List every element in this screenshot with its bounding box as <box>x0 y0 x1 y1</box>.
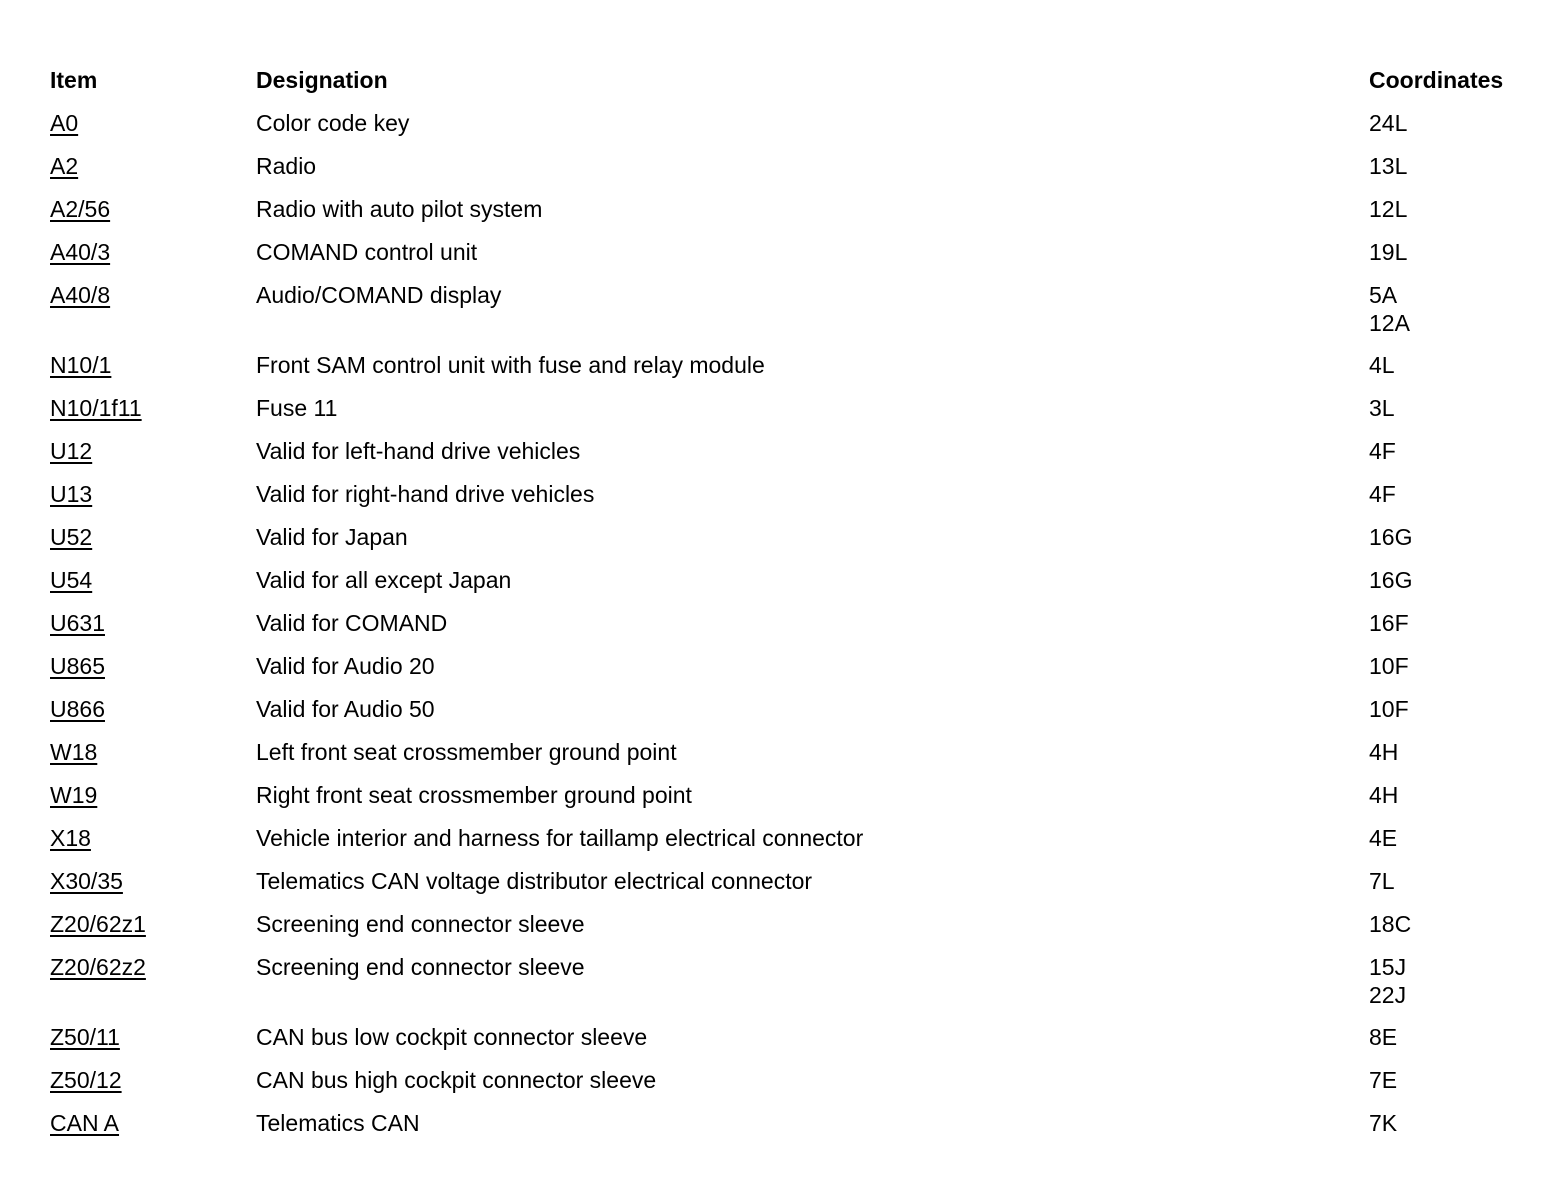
coordinates-cell <box>1369 1066 1540 1094</box>
coordinate-value: 4F <box>1369 438 1396 464</box>
item-cell <box>50 238 256 266</box>
table-row <box>50 1066 1540 1109</box>
item-link[interactable]: A2/56 <box>50 196 111 222</box>
item-cell <box>50 437 256 465</box>
coordinates-cell <box>1369 195 1540 223</box>
designation-cell: Screening end connector sleeve <box>256 911 585 937</box>
item-cell <box>50 1066 256 1094</box>
designation-cell: Audio/COMAND display <box>256 282 502 308</box>
coordinates-cell <box>1369 824 1540 852</box>
designation-cell: Valid for COMAND <box>256 610 448 636</box>
item-cell <box>50 867 256 895</box>
table-row <box>50 738 1540 781</box>
item-link[interactable]: U13 <box>50 481 93 507</box>
coordinate-value: 16G <box>1369 567 1413 593</box>
designation-cell: Screening end connector sleeve <box>256 954 585 980</box>
designation-cell: Valid for Japan <box>256 524 408 550</box>
table-row <box>50 566 1540 609</box>
coordinates-cell <box>1369 480 1540 508</box>
designation-cell: Valid for Audio 50 <box>256 696 435 722</box>
coordinates-cell <box>1369 152 1540 180</box>
coordinates-cell <box>1369 1023 1540 1051</box>
table-row <box>50 109 1540 152</box>
designation-cell: Front SAM control unit with fuse and relay module <box>256 352 765 378</box>
coordinates-cell <box>1369 523 1540 551</box>
item-link[interactable]: X18 <box>50 825 91 851</box>
coordinate-value: 4H <box>1369 782 1399 808</box>
coordinate-value: 5A <box>1369 282 1398 308</box>
coordinates-cell <box>1369 109 1540 137</box>
item-link[interactable]: U54 <box>50 567 93 593</box>
table-row <box>50 910 1540 953</box>
designation-cell: CAN bus low cockpit connector sleeve <box>256 1024 648 1050</box>
designation-cell: Vehicle interior and harness for taillamp electrical connector <box>256 825 864 851</box>
item-link[interactable]: U52 <box>50 524 93 550</box>
item-cell <box>50 824 256 852</box>
coordinate-value: 4F <box>1369 481 1396 507</box>
coordinate-value: 10F <box>1369 653 1409 679</box>
designation-cell: Left front seat crossmember ground point <box>256 739 677 765</box>
item-link[interactable]: W18 <box>50 739 98 765</box>
table-header-row <box>50 66 1540 109</box>
table-row <box>50 394 1540 437</box>
coordinates-cell <box>1369 437 1540 465</box>
coordinate-value: 13L <box>1369 153 1408 179</box>
item-link[interactable]: N10/1 <box>50 352 112 378</box>
designation-column-header: Designation <box>256 67 388 93</box>
coordinates-cell <box>1369 351 1540 379</box>
coordinate-value: 10F <box>1369 696 1409 722</box>
item-cell <box>50 351 256 379</box>
table-row <box>50 152 1540 195</box>
coordinate-value: 8E <box>1369 1024 1398 1050</box>
designation-cell: COMAND control unit <box>256 239 478 265</box>
coordinate-value: 24L <box>1369 110 1408 136</box>
coordinate-value: 7E <box>1369 1067 1398 1093</box>
table-row <box>50 351 1540 394</box>
coordinate-value: 16G <box>1369 524 1413 550</box>
table-row <box>50 652 1540 695</box>
coordinates-cell <box>1369 238 1540 266</box>
table-row <box>50 480 1540 523</box>
table-row <box>50 867 1540 910</box>
table-row <box>50 281 1540 351</box>
item-cell <box>50 910 256 938</box>
designation-cell: CAN bus high cockpit connector sleeve <box>256 1067 657 1093</box>
table-row <box>50 695 1540 738</box>
coordinate-value: 22J <box>1369 982 1407 1008</box>
item-link[interactable]: U865 <box>50 653 105 679</box>
item-cell <box>50 953 256 981</box>
item-cell <box>50 394 256 422</box>
item-cell <box>50 281 256 309</box>
item-link[interactable]: Z20/62z2 <box>50 954 146 980</box>
coordinates-cell <box>1369 738 1540 766</box>
item-link[interactable]: A40/3 <box>50 239 111 265</box>
item-cell <box>50 609 256 637</box>
coordinate-value: 4H <box>1369 739 1399 765</box>
item-link[interactable]: A0 <box>50 110 79 136</box>
designation-cell: Telematics CAN <box>256 1110 420 1136</box>
coordinate-value: 18C <box>1369 911 1412 937</box>
item-link[interactable]: CAN A <box>50 1110 120 1136</box>
table-row <box>50 1023 1540 1066</box>
coordinates-cell <box>1369 695 1540 723</box>
item-cell <box>50 781 256 809</box>
designation-cell: Color code key <box>256 110 410 136</box>
designation-cell: Radio with auto pilot system <box>256 196 543 222</box>
table-row <box>50 523 1540 566</box>
designation-cell: Fuse 11 <box>256 395 338 421</box>
item-cell <box>50 195 256 223</box>
item-cell <box>50 695 256 723</box>
item-cell <box>50 1023 256 1051</box>
table-row <box>50 781 1540 824</box>
coordinate-value: 4E <box>1369 825 1398 851</box>
item-cell <box>50 109 256 137</box>
item-link[interactable]: Z50/12 <box>50 1067 122 1093</box>
designation-cell: Radio <box>256 153 317 179</box>
coordinates-cell <box>1369 1109 1540 1137</box>
item-link[interactable]: U631 <box>50 610 105 636</box>
coordinates-cell <box>1369 281 1540 337</box>
table-row <box>50 1109 1540 1152</box>
coordinate-value: 15J <box>1369 954 1407 980</box>
table-row <box>50 609 1540 652</box>
coordinate-value: 3L <box>1369 395 1395 421</box>
table-row <box>50 953 1540 1023</box>
coordinates-cell <box>1369 609 1540 637</box>
item-cell <box>50 738 256 766</box>
coordinate-value: 12A <box>1369 310 1410 336</box>
coordinates-cell <box>1369 867 1540 895</box>
item-link[interactable]: Z50/11 <box>50 1024 120 1050</box>
item-link[interactable]: A40/8 <box>50 282 111 308</box>
component-legend-table <box>50 66 1540 1152</box>
coordinate-value: 19L <box>1369 239 1408 265</box>
coordinates-cell <box>1369 953 1540 1009</box>
coordinates-column-header: Coordinates <box>1369 67 1504 93</box>
designation-cell: Valid for all except Japan <box>256 567 512 593</box>
coordinates-cell <box>1369 566 1540 594</box>
table-row <box>50 238 1540 281</box>
designation-cell: Valid for right-hand drive vehicles <box>256 481 595 507</box>
coordinates-cell <box>1369 781 1540 809</box>
coordinates-cell <box>1369 394 1540 422</box>
item-cell <box>50 566 256 594</box>
designation-cell: Valid for left-hand drive vehicles <box>256 438 581 464</box>
item-link[interactable]: N10/1f11 <box>50 395 142 421</box>
table-row <box>50 437 1540 480</box>
item-cell <box>50 523 256 551</box>
coordinate-value: 12L <box>1369 196 1408 222</box>
table-row <box>50 824 1540 867</box>
item-cell <box>50 1109 256 1137</box>
item-link[interactable]: X30/35 <box>50 868 123 894</box>
designation-cell: Telematics CAN voltage distributor electrical connector <box>256 868 813 894</box>
coordinate-value: 7L <box>1369 868 1395 894</box>
designation-cell: Valid for Audio 20 <box>256 653 435 679</box>
item-column-header: Item <box>50 67 98 93</box>
item-cell <box>50 480 256 508</box>
table-body <box>50 109 1540 1152</box>
designation-cell: Right front seat crossmember ground point <box>256 782 692 808</box>
item-link[interactable]: Z20/62z1 <box>50 911 146 937</box>
coordinates-cell <box>1369 652 1540 680</box>
coordinates-cell <box>1369 910 1540 938</box>
item-cell <box>50 152 256 180</box>
coordinate-value: 7K <box>1369 1110 1398 1136</box>
item-link[interactable]: W19 <box>50 782 98 808</box>
item-link[interactable]: U866 <box>50 696 105 722</box>
table-row <box>50 195 1540 238</box>
coordinate-value: 16F <box>1369 610 1409 636</box>
item-link[interactable]: U12 <box>50 438 93 464</box>
coordinate-value: 4L <box>1369 352 1395 378</box>
item-cell <box>50 652 256 680</box>
item-link[interactable]: A2 <box>50 153 79 179</box>
